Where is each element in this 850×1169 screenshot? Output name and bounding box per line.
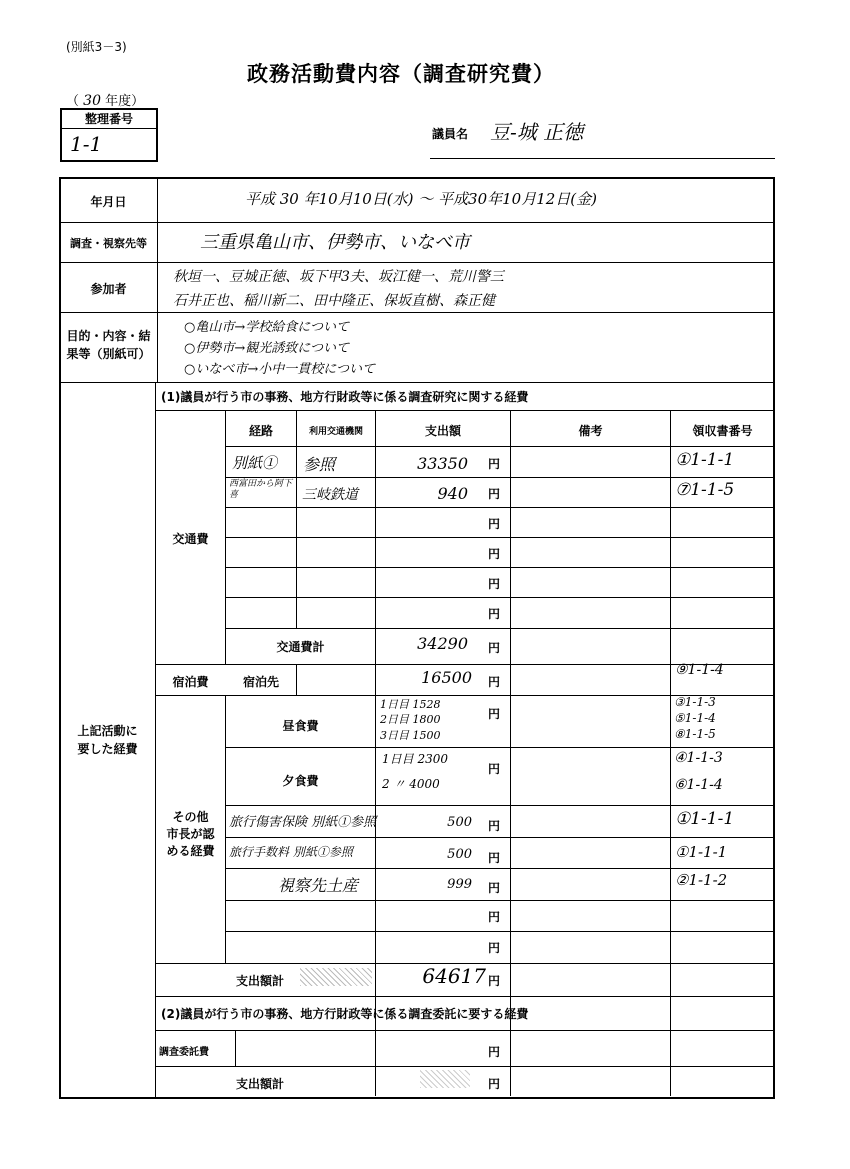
yen-mark: 円 bbox=[488, 517, 501, 531]
receipt-cell: ①1-1-1 bbox=[675, 450, 735, 470]
col-route: 経路 bbox=[248, 424, 273, 438]
other-desc: 旅行手数料 別紙①参照 bbox=[229, 845, 353, 859]
dinner-receipt: ④1-1-3 bbox=[674, 750, 723, 766]
yen-mark: 円 bbox=[488, 881, 501, 895]
transport-cell: 三岐鉄道 bbox=[302, 487, 358, 503]
participants-line-1: 秋垣一、豆城正徳、坂下甲3夫、坂江健一、荒川警三 bbox=[173, 269, 504, 285]
date-value: 平成 30 年10月10日(水) ～ 平成30年10月12日(金) bbox=[245, 190, 598, 208]
lunch-line: 2日目 1800 bbox=[380, 713, 441, 726]
date-label: 年月日 bbox=[90, 195, 127, 209]
attachment-label: (別紙3－3) bbox=[66, 40, 127, 54]
member-name-underline bbox=[430, 158, 775, 159]
yen-mark: 円 bbox=[488, 910, 501, 924]
col-transport: 利用交通機関 bbox=[308, 427, 363, 437]
dinner-line: 1日目 2300 bbox=[382, 752, 448, 766]
other-amount: 500 bbox=[447, 847, 472, 862]
yen-mark: 円 bbox=[488, 457, 501, 471]
yen-mark: 円 bbox=[488, 1077, 501, 1091]
lunch-receipt: ③1-1-3 bbox=[674, 695, 716, 709]
other-label-3: める経費 bbox=[166, 844, 215, 858]
lodging-amount: 16500 bbox=[421, 668, 472, 687]
transport-total-label: 交通費計 bbox=[276, 640, 325, 654]
purpose-line-3: ○いなべ市→小中一貫校について bbox=[184, 362, 375, 377]
commission-label: 調査委託費 bbox=[159, 1047, 209, 1058]
yen-mark: 円 bbox=[488, 1045, 501, 1059]
purpose-line-2: ○伊勢市→観光誘致について bbox=[184, 341, 349, 356]
participants-label: 参加者 bbox=[90, 282, 127, 296]
expenses-label-2: 要した経費 bbox=[77, 742, 138, 756]
reference-number-box bbox=[60, 108, 158, 162]
redacted-area bbox=[420, 1070, 470, 1088]
yen-mark: 円 bbox=[488, 487, 501, 501]
route-cell: 西富田から阿下喜 bbox=[229, 479, 293, 500]
total-label: 支出額計 bbox=[236, 974, 285, 988]
purpose-label-2: 果等（別紙可） bbox=[66, 347, 151, 361]
other-receipt: ①1-1-1 bbox=[675, 809, 735, 829]
dinner-receipt: ⑥1-1-4 bbox=[674, 777, 723, 793]
other-amount: 999 bbox=[447, 877, 472, 892]
fiscal-year-value: 30 bbox=[83, 93, 101, 109]
member-name-label: 議員名 bbox=[432, 127, 469, 141]
lodging-label: 宿泊費 bbox=[172, 675, 209, 689]
transport-label: 交通費 bbox=[172, 532, 209, 546]
yen-mark: 円 bbox=[488, 607, 501, 621]
participants-line-2: 石井正也、稲川新二、田中隆正、保坂直樹、森正健 bbox=[173, 293, 495, 309]
lodging-place-label: 宿泊先 bbox=[242, 675, 279, 689]
other-receipt: ①1-1-1 bbox=[675, 843, 728, 861]
other-amount: 500 bbox=[447, 815, 472, 830]
destination-value: 三重県亀山市、伊勢市、いなべ市 bbox=[200, 232, 470, 253]
lunch-receipt: ⑤1-1-4 bbox=[674, 711, 716, 725]
lunch-line: 1日目 1528 bbox=[380, 698, 441, 711]
reference-number-label: 整理番号 bbox=[62, 110, 156, 129]
yen-mark: 円 bbox=[488, 675, 501, 689]
lunch-line: 3日目 1500 bbox=[380, 729, 441, 742]
receipt-cell: ⑦1-1-5 bbox=[675, 480, 735, 500]
dinner-label: 夕食費 bbox=[282, 774, 319, 788]
yen-mark: 円 bbox=[488, 641, 501, 655]
dinner-line: 2 〃 4000 bbox=[382, 777, 440, 791]
col-amount: 支出額 bbox=[424, 424, 461, 438]
redacted-area bbox=[300, 968, 372, 986]
lodging-receipt: ⑨1-1-4 bbox=[675, 662, 724, 678]
transport-total-value: 34290 bbox=[417, 634, 468, 653]
amount-cell: 940 bbox=[437, 484, 468, 503]
yen-mark: 円 bbox=[488, 707, 501, 721]
purpose-line-1: ○亀山市→学校給食について bbox=[184, 320, 349, 335]
section2-title: (2)議員が行う市の事務、地方行財政等に係る調査委託に要する経費 bbox=[161, 1007, 529, 1021]
route-cell: 別紙① bbox=[232, 454, 278, 472]
yen-mark: 円 bbox=[488, 851, 501, 865]
lunch-label: 昼食費 bbox=[282, 719, 319, 733]
other-label-2: 市長が認 bbox=[166, 827, 215, 841]
yen-mark: 円 bbox=[488, 547, 501, 561]
other-receipt: ②1-1-2 bbox=[675, 871, 728, 889]
other-desc: 旅行傷害保険 別紙①参照 bbox=[229, 815, 377, 830]
section2-total-label: 支出額計 bbox=[236, 1077, 285, 1091]
purpose-label-1: 目的・内容・結 bbox=[66, 329, 151, 343]
lunch-receipt: ⑧1-1-5 bbox=[674, 727, 716, 741]
yen-mark: 円 bbox=[488, 577, 501, 591]
col-notes: 備考 bbox=[578, 424, 603, 438]
destination-label: 調査・視察先等 bbox=[70, 237, 147, 250]
fiscal-year: （ 30 年度） bbox=[66, 93, 145, 109]
section1-title: (1)議員が行う市の事務、地方行財政等に係る調査研究に関する経費 bbox=[161, 390, 529, 404]
expenses-label-1: 上記活動に bbox=[77, 724, 138, 738]
other-label-1: その他 bbox=[172, 810, 209, 824]
total-amount: 64617 bbox=[422, 964, 486, 988]
member-name-value: 豆-城 正徳 bbox=[490, 120, 584, 144]
page-title: 政務活動費内容（調査研究費） bbox=[247, 62, 555, 86]
yen-mark: 円 bbox=[488, 762, 501, 776]
yen-mark: 円 bbox=[488, 819, 501, 833]
transport-cell: 参照 bbox=[303, 455, 336, 474]
yen-mark: 円 bbox=[488, 941, 501, 955]
reference-number-value: 1-1 bbox=[70, 132, 103, 156]
yen-mark: 円 bbox=[488, 974, 501, 988]
amount-cell: 33350 bbox=[417, 454, 468, 473]
col-receipt: 領収書番号 bbox=[692, 424, 753, 438]
other-desc: 視察先土産 bbox=[278, 876, 359, 895]
